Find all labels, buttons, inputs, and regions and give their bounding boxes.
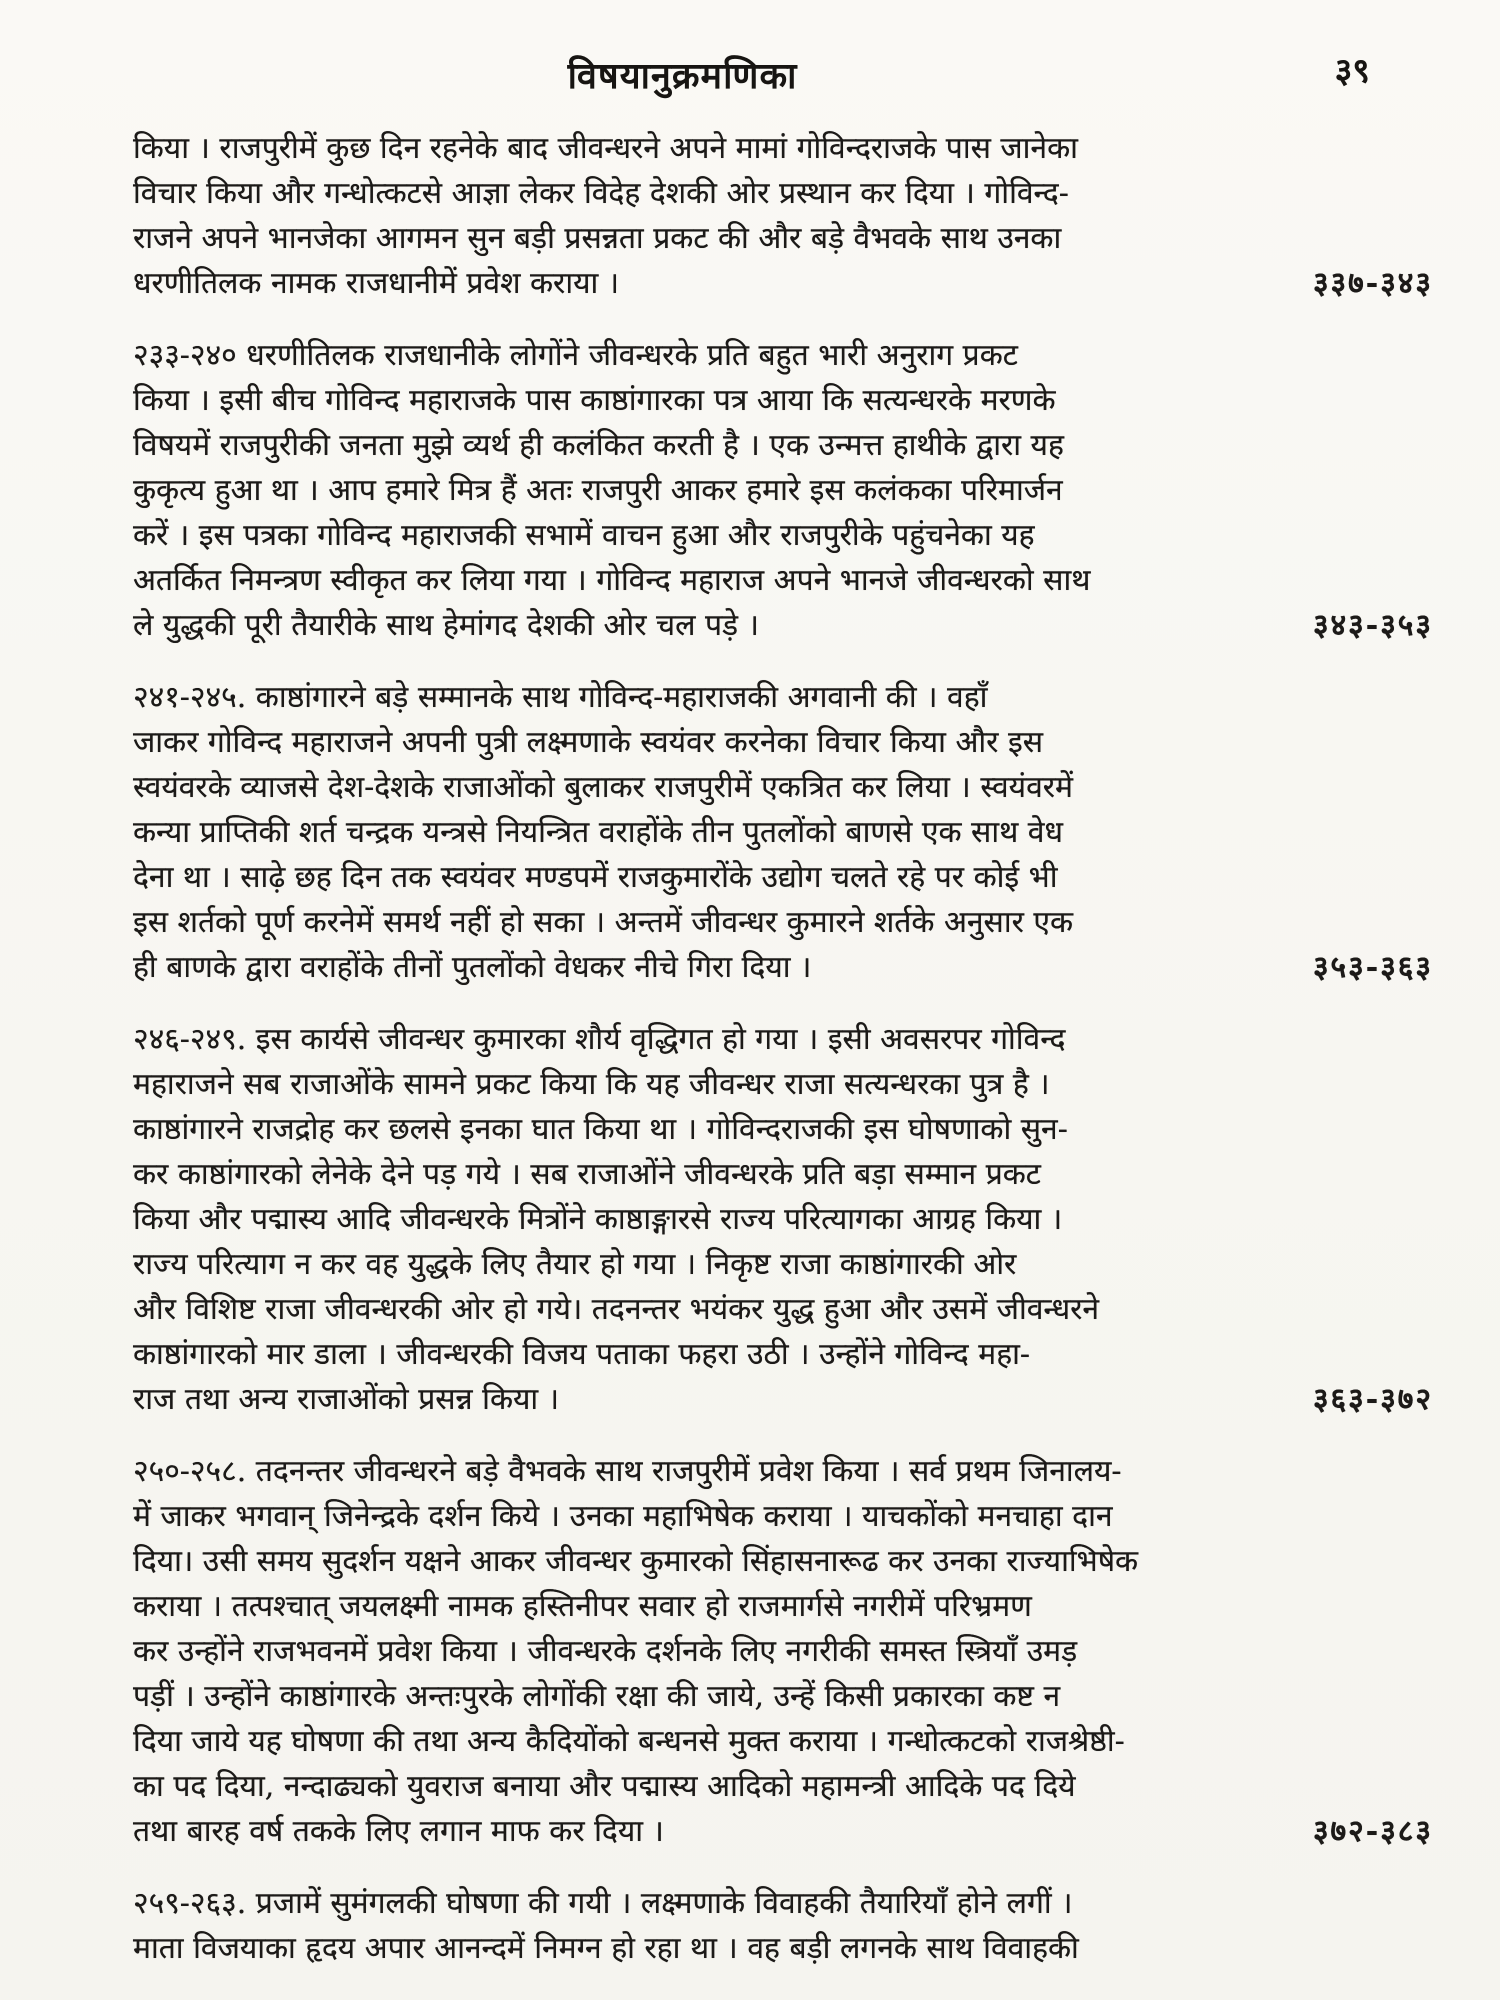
toc-line: २४६-२४९. इस कार्यसे जीवन्धर कुमारका शौर्य वृद्धिगत हो गया । इसी अवसरपर गोविन्द xyxy=(133,1022,1066,1057)
toc-line xyxy=(133,1377,1433,1422)
toc-line: किया और पद्मास्य आदि जीवन्धरके मित्रोंने काष्ठाङ्गारसे राज्य परित्यागका आग्रह किया । xyxy=(133,1202,1063,1237)
toc-line-text: धरणीतिलक नामक राजधानीमें प्रवेश कराया । xyxy=(133,266,620,301)
toc-line: किया । इसी बीच गोविन्द महाराजके पास काष्ठांगारका पत्र आया कि सत्यन्धरके मरणके xyxy=(133,383,1056,418)
toc-line xyxy=(133,1809,1433,1854)
toc-body xyxy=(133,126,1433,1971)
toc-paragraph xyxy=(133,333,1433,648)
toc-line: २५०-२५८. तदनन्तर जीवन्धरने बड़े वैभवके साथ राजपुरीमें प्रवेश किया । सर्व प्रथम जिनालय- xyxy=(133,1454,1122,1489)
page-number: ३९ xyxy=(1334,51,1370,91)
toc-line: में जाकर भगवान् जिनेन्द्रके दर्शन किये । उनका महाभिषेक कराया । याचकोंको मनचाहा दान xyxy=(133,1499,1113,1534)
toc-line: काष्ठांगारको मार डाला । जीवन्धरकी विजय पताका फहरा उठी । उन्होंने गोविन्द महा- xyxy=(133,1337,1031,1372)
toc-line: कर उन्होंने राजभवनमें प्रवेश किया । जीवन्धरके दर्शनके लिए नगरीकी समस्त स्त्रियाँ उमड़ xyxy=(133,1634,1078,1669)
toc-paragraph xyxy=(133,1017,1433,1422)
toc-line-text: राज तथा अन्य राजाओंको प्रसन्न किया । xyxy=(133,1382,560,1417)
toc-line: का पद दिया, नन्दाढ्यको युवराज बनाया और पद्मास्य आदिको महामन्त्री आदिके पद दिये xyxy=(133,1769,1076,1804)
toc-line-text: तथा बारह वर्ष तकके लिए लगान माफ कर दिया । xyxy=(133,1814,664,1849)
toc-line: कर काष्ठांगारको लेनेके देने पड़ गये । सब राजाओंने जीवन्धरके प्रति बड़ा सम्मान प्रकट xyxy=(133,1157,1041,1192)
toc-line: पड़ीं । उन्होंने काष्ठांगारके अन्तःपुरके लोगोंकी रक्षा की जाये, उन्हें किसी प्रकारका कष्ट न xyxy=(133,1679,1061,1714)
toc-line xyxy=(133,945,1433,990)
toc-line: राजने अपने भानजेका आगमन सुन बड़ी प्रसन्नता प्रकट की और बड़े वैभवके साथ उनका xyxy=(133,221,1062,256)
toc-line: करें । इस पत्रका गोविन्द महाराजकी सभामें वाचन हुआ और राजपुरीके पहुंचनेका यह xyxy=(133,518,1035,553)
toc-line: २३३-२४० धरणीतिलक राजधानीके लोगोंने जीवन्धरके प्रति बहुत भारी अनुराग प्रकट xyxy=(133,338,1018,373)
toc-line: विषयमें राजपुरीकी जनता मुझे व्यर्थ ही कलंकित करती है । एक उन्मत्त हाथीके द्वारा यह xyxy=(133,428,1064,463)
toc-line: जाकर गोविन्द महाराजने अपनी पुत्री लक्ष्मणाके स्वयंवर करनेका विचार किया और इस xyxy=(133,725,1043,760)
toc-line-text: ले युद्धकी पूरी तैयारीके साथ हेमांगद देशकी ओर चल पड़े । xyxy=(133,608,759,643)
toc-line: काष्ठांगारने राजद्रोह कर छलसे इनका घात किया था । गोविन्दराजकी इस घोषणाको सुन- xyxy=(133,1112,1068,1147)
page-title: विषयानुक्रमणिका xyxy=(567,55,798,97)
page-range: ३७२-३८३ xyxy=(1312,1814,1433,1849)
toc-paragraph xyxy=(133,126,1433,306)
toc-line: राज्य परित्याग न कर वह युद्धके लिए तैयार हो गया । निकृष्ट राजा काष्ठांगारकी ओर xyxy=(133,1247,1017,1282)
toc-line: कुकृत्य हुआ था । आप हमारे मित्र हैं अतः राजपुरी आकर हमारे इस कलंकका परिमार्जन xyxy=(133,473,1063,508)
toc-line: २५९-२६३. प्रजामें सुमंगलकी घोषणा की गयी । लक्ष्मणाके विवाहकी तैयारियाँ होने लगीं । xyxy=(133,1886,1073,1921)
page-range: ३३७-३४३ xyxy=(1312,266,1433,301)
toc-line: इस शर्तको पूर्ण करनेमें समर्थ नहीं हो सका । अन्तमें जीवन्धर कुमारने शर्तके अनुसार एक xyxy=(133,905,1074,940)
toc-line: अतर्कित निमन्त्रण स्वीकृत कर लिया गया । गोविन्द महाराज अपने भानजे जीवन्धरको साथ xyxy=(133,563,1091,598)
toc-paragraph xyxy=(133,1881,1433,1971)
toc-line-text: ही बाणके द्वारा वराहोंके तीनों पुतलोंको वेधकर नीचे गिरा दिया । xyxy=(133,950,812,985)
toc-line: माता विजयाका हृदय अपार आनन्दमें निमग्न हो रहा था । वह बड़ी लगनके साथ विवाहकी xyxy=(133,1931,1079,1966)
toc-paragraph xyxy=(133,1449,1433,1854)
toc-line: विचार किया और गन्धोत्कटसे आज्ञा लेकर विदेह देशकी ओर प्रस्थान कर दिया । गोविन्द- xyxy=(133,176,1069,211)
toc-line xyxy=(133,261,1433,306)
toc-line: दिया जाये यह घोषणा की तथा अन्य कैदियोंको बन्धनसे मुक्त कराया । गन्धोत्कटको राजश्रेष्ठी- xyxy=(133,1724,1125,1759)
toc-line: स्वयंवरके व्याजसे देश-देशके राजाओंको बुलाकर राजपुरीमें एकत्रित कर लिया । स्वयंवरमें xyxy=(133,770,1073,805)
toc-line: कन्या प्राप्तिकी शर्त चन्द्रक यन्त्रसे नियन्त्रित वराहोंके तीन पुतलोंको बाणसे एक साथ वेध xyxy=(133,815,1063,850)
toc-line: कराया । तत्पश्चात् जयलक्ष्मी नामक हस्तिनीपर सवार हो राजमार्गसे नगरीमें परिभ्रमण xyxy=(133,1589,1032,1624)
toc-line xyxy=(133,603,1433,648)
page-header xyxy=(133,38,1432,108)
toc-line: देना था । साढ़े छह दिन तक स्वयंवर मण्डपमें राजकुमारोंके उद्योग चलते रहे पर कोई भी xyxy=(133,860,1058,895)
page-range: ३४३-३५३ xyxy=(1312,608,1433,643)
toc-paragraph xyxy=(133,675,1433,990)
toc-line: २४१-२४५. काष्ठांगारने बड़े सम्मानके साथ गोविन्द-महाराजकी अगवानी की । वहाँ xyxy=(133,680,988,715)
toc-line: दिया। उसी समय सुदर्शन यक्षने आकर जीवन्धर कुमारको सिंहासनारूढ कर उनका राज्याभिषेक xyxy=(133,1544,1139,1579)
toc-line: और विशिष्ट राजा जीवन्धरकी ओर हो गये। तदनन्तर भयंकर युद्ध हुआ और उसमें जीवन्धरने xyxy=(133,1292,1100,1327)
toc-line: किया । राजपुरीमें कुछ दिन रहनेके बाद जीवन्धरने अपने मामां गोविन्दराजके पास जानेका xyxy=(133,131,1078,166)
toc-line: महाराजने सब राजाओंके सामने प्रकट किया कि यह जीवन्धर राजा सत्यन्धरका पुत्र है । xyxy=(133,1067,1050,1102)
page-range: ३६३-३७२ xyxy=(1312,1382,1433,1417)
page-range: ३५३-३६३ xyxy=(1312,950,1433,985)
